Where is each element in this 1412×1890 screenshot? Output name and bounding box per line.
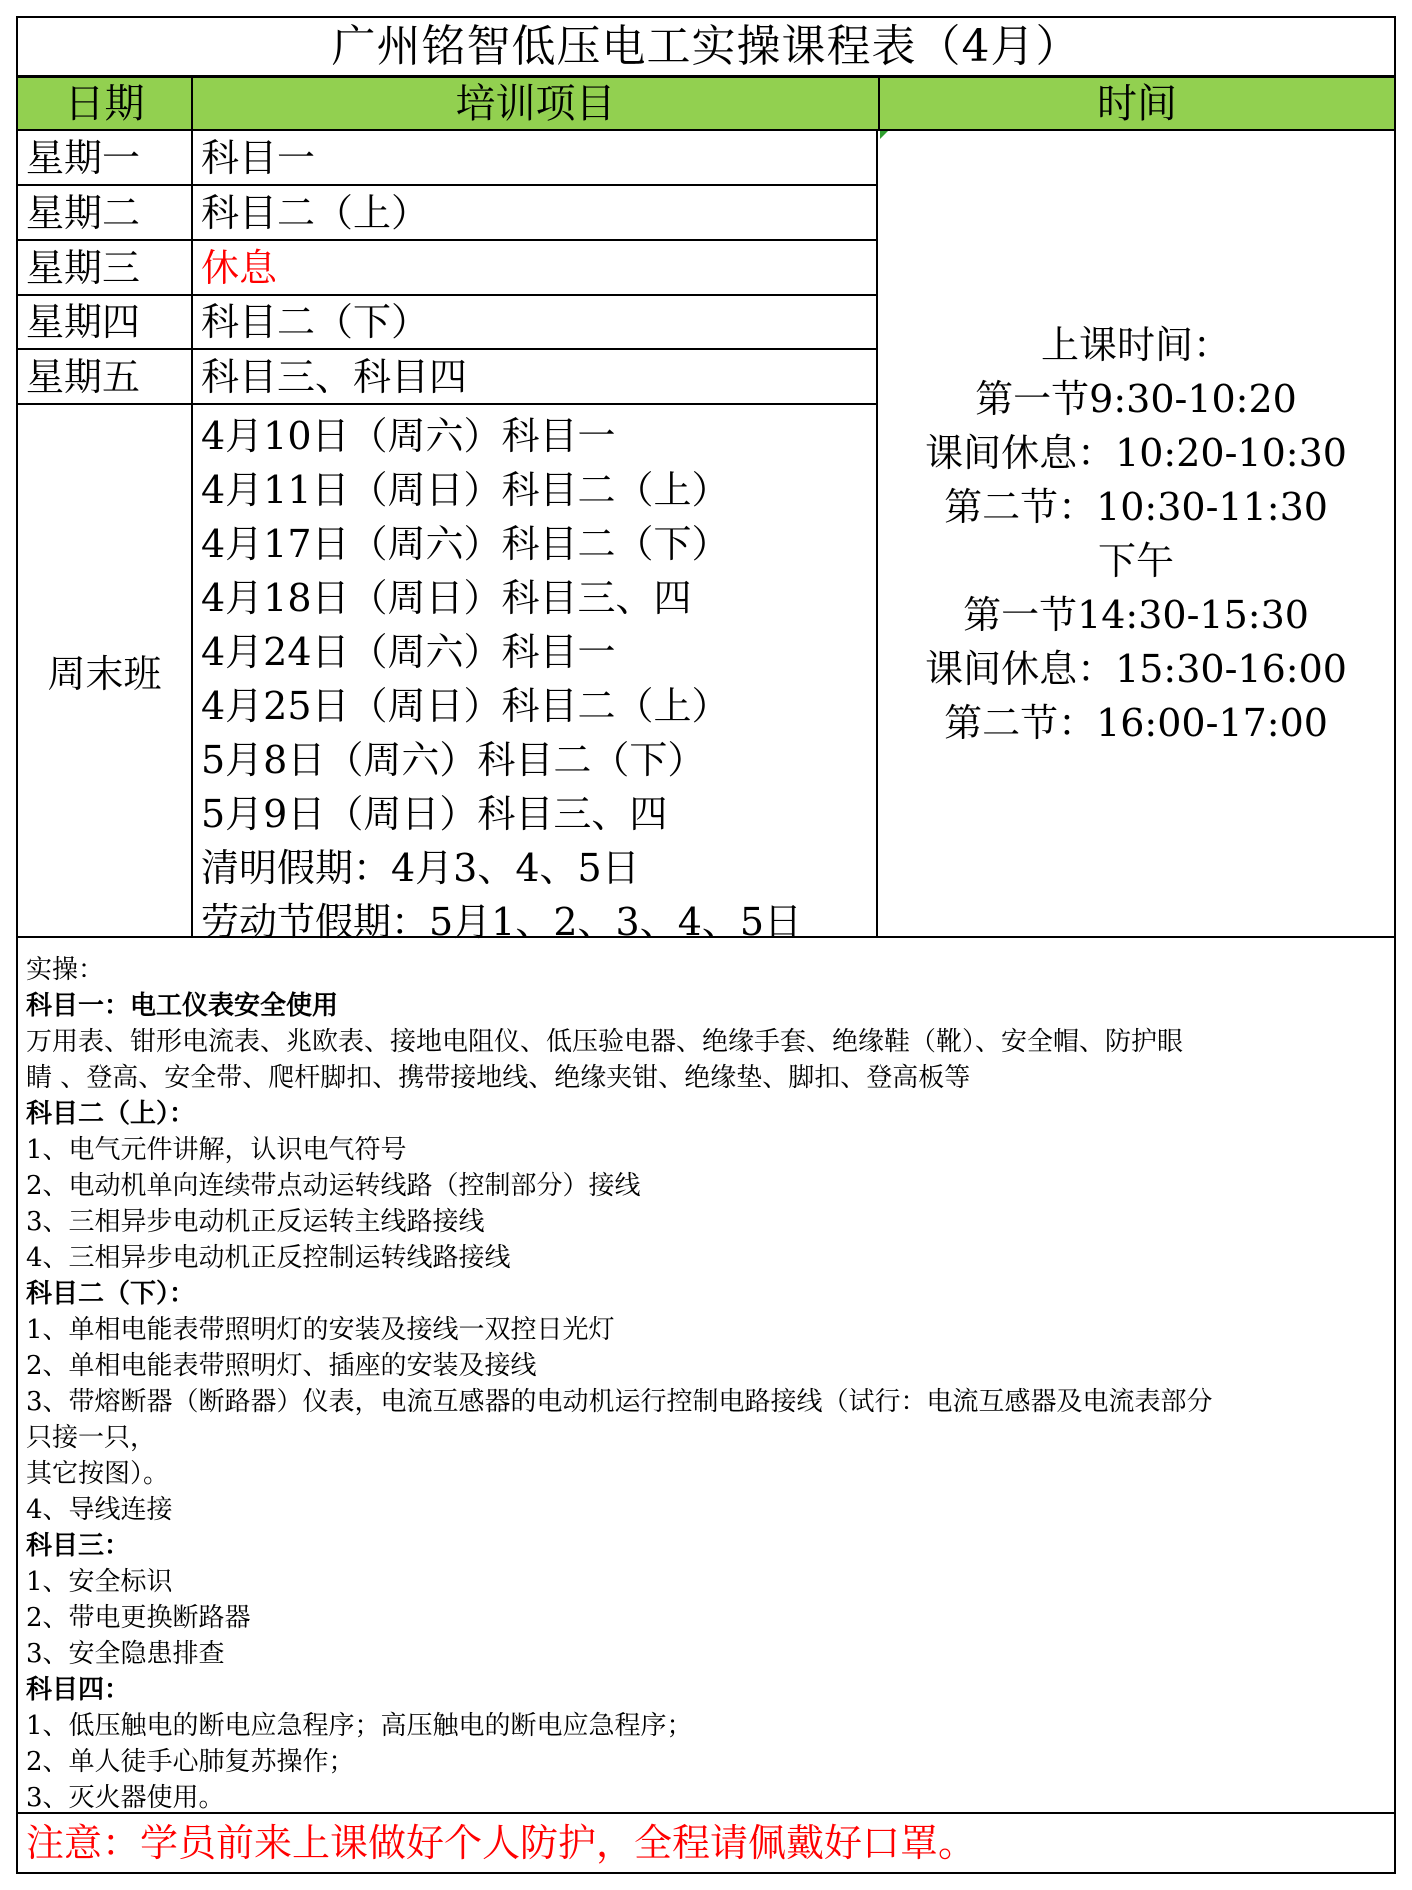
weekend-line: 4月24日（周六）科目一 [201,630,616,674]
notes-line: 1、低压触电的断电应急程序；高压触电的断电应急程序； [26,1711,693,1741]
weekday-subject: 科目二（上） [193,186,878,241]
notes-line: 3、灭火器使用。 [26,1783,225,1813]
weekend-line: 清明假期：4月3、4、5日 [201,846,640,890]
weekday-label: 星期四 [16,295,193,350]
schedule-line: 下午 [1097,538,1174,583]
schedule-line: 上课时间： [1040,322,1231,367]
schedule-line: 第一节9:30-10:20 [975,376,1297,421]
notes-line: 2、带电更换断路器 [26,1603,251,1633]
notes-line: 1、安全标识 [26,1567,173,1597]
weekend-line: 4月11日（周日）科目二（上） [201,468,730,512]
weekday-subject: 科目二（下） [193,295,878,350]
header-date: 日期 [16,76,193,131]
weekend-line: 劳动节假期：5月1、2、3、4、5日 [201,900,803,944]
weekend-line: 5月9日（周日）科目三、四 [201,792,668,836]
notes-line: 1、单相电能表带照明灯的安装及接线一双控日光灯 [26,1315,615,1345]
notes-heading: 科目二（下）： [26,1279,196,1309]
weekday-subject: 休息 [193,241,878,296]
notes-line: 2、电动机单向连续带点动运转线路（控制部分）接线 [26,1171,641,1201]
notes-line: 2、单相电能表带照明灯、插座的安装及接线 [26,1351,537,1381]
weekday-label: 星期一 [16,131,193,186]
page-title: 广州铭智低压电工实操课程表（4月） [16,16,1396,77]
notes-line: 4、三相异步电动机正反控制运转线路接线 [26,1243,511,1273]
notes-line: 3、三相异步电动机正反运转主线路接线 [26,1207,485,1237]
weekend-line: 4月18日（周日）科目三、四 [201,576,692,620]
course-notes [16,938,1396,1814]
schedule-line: 课间休息：10:20-10:30 [925,430,1347,475]
weekday-label: 星期五 [16,350,193,405]
schedule-line: 第一节14:30-15:30 [963,592,1309,637]
weekend-line: 5月8日（周六）科目二（下） [201,738,706,782]
weekend-line: 4月25日（周日）科目二（上） [201,684,730,728]
weekend-line: 4月17日（周六）科目二（下） [201,522,730,566]
notes-line: 睛 、登高、安全带、爬杆脚扣、携带接地线、绝缘夹钳、绝缘垫、脚扣、登高板等 [26,1063,971,1093]
weekend-label: 周末班 [16,405,193,938]
notes-line: 其它按图）。 [26,1459,170,1489]
header-time: 时间 [878,76,1396,131]
notes-line: 只接一只， [26,1423,157,1453]
notes-line: 2、单人徒手心肺复苏操作； [26,1747,355,1777]
schedule-line: 第二节：16:00-17:00 [944,700,1328,745]
weekday-label: 星期三 [16,241,193,296]
cell-comment-marker [880,131,888,139]
notes-line: 3、安全隐患排查 [26,1639,225,1669]
notes-heading: 科目一：电工仪表安全使用 [26,991,339,1021]
notes-heading: 科目二（上）： [26,1099,196,1129]
schedule-times [878,131,1396,938]
schedule-line: 课间休息：15:30-16:00 [925,646,1347,691]
notes-line: 实操： [26,955,105,985]
weekday-subject: 科目三、科目四 [193,350,878,405]
notes-line: 3、带熔断器（断路器）仪表，电流互感器的电动机运行控制电路接线（试行：电流互感器及电流表部分 [26,1387,1213,1417]
notes-line: 1、电气元件讲解，认识电气符号 [26,1135,407,1165]
notes-heading: 科目三： [26,1531,131,1561]
weekday-label: 星期二 [16,186,193,241]
schedule-line: 第二节：10:30-11:30 [944,484,1328,529]
header-item: 培训项目 [191,76,880,131]
notes-heading: 科目四： [26,1675,131,1705]
weekend-list [193,405,878,944]
notes-line: 4、导线连接 [26,1495,173,1525]
weekday-subject: 科目一 [193,131,878,186]
notice-footer: 注意：学员前来上课做好个人防护，全程请佩戴好口罩。 [16,1814,1396,1874]
weekend-line: 4月10日（周六）科目一 [201,414,616,458]
notes-line: 万用表、钳形电流表、兆欧表、接地电阻仪、低压验电器、绝缘手套、绝缘鞋（靴）、安全帽、防护眼 [26,1027,1184,1057]
